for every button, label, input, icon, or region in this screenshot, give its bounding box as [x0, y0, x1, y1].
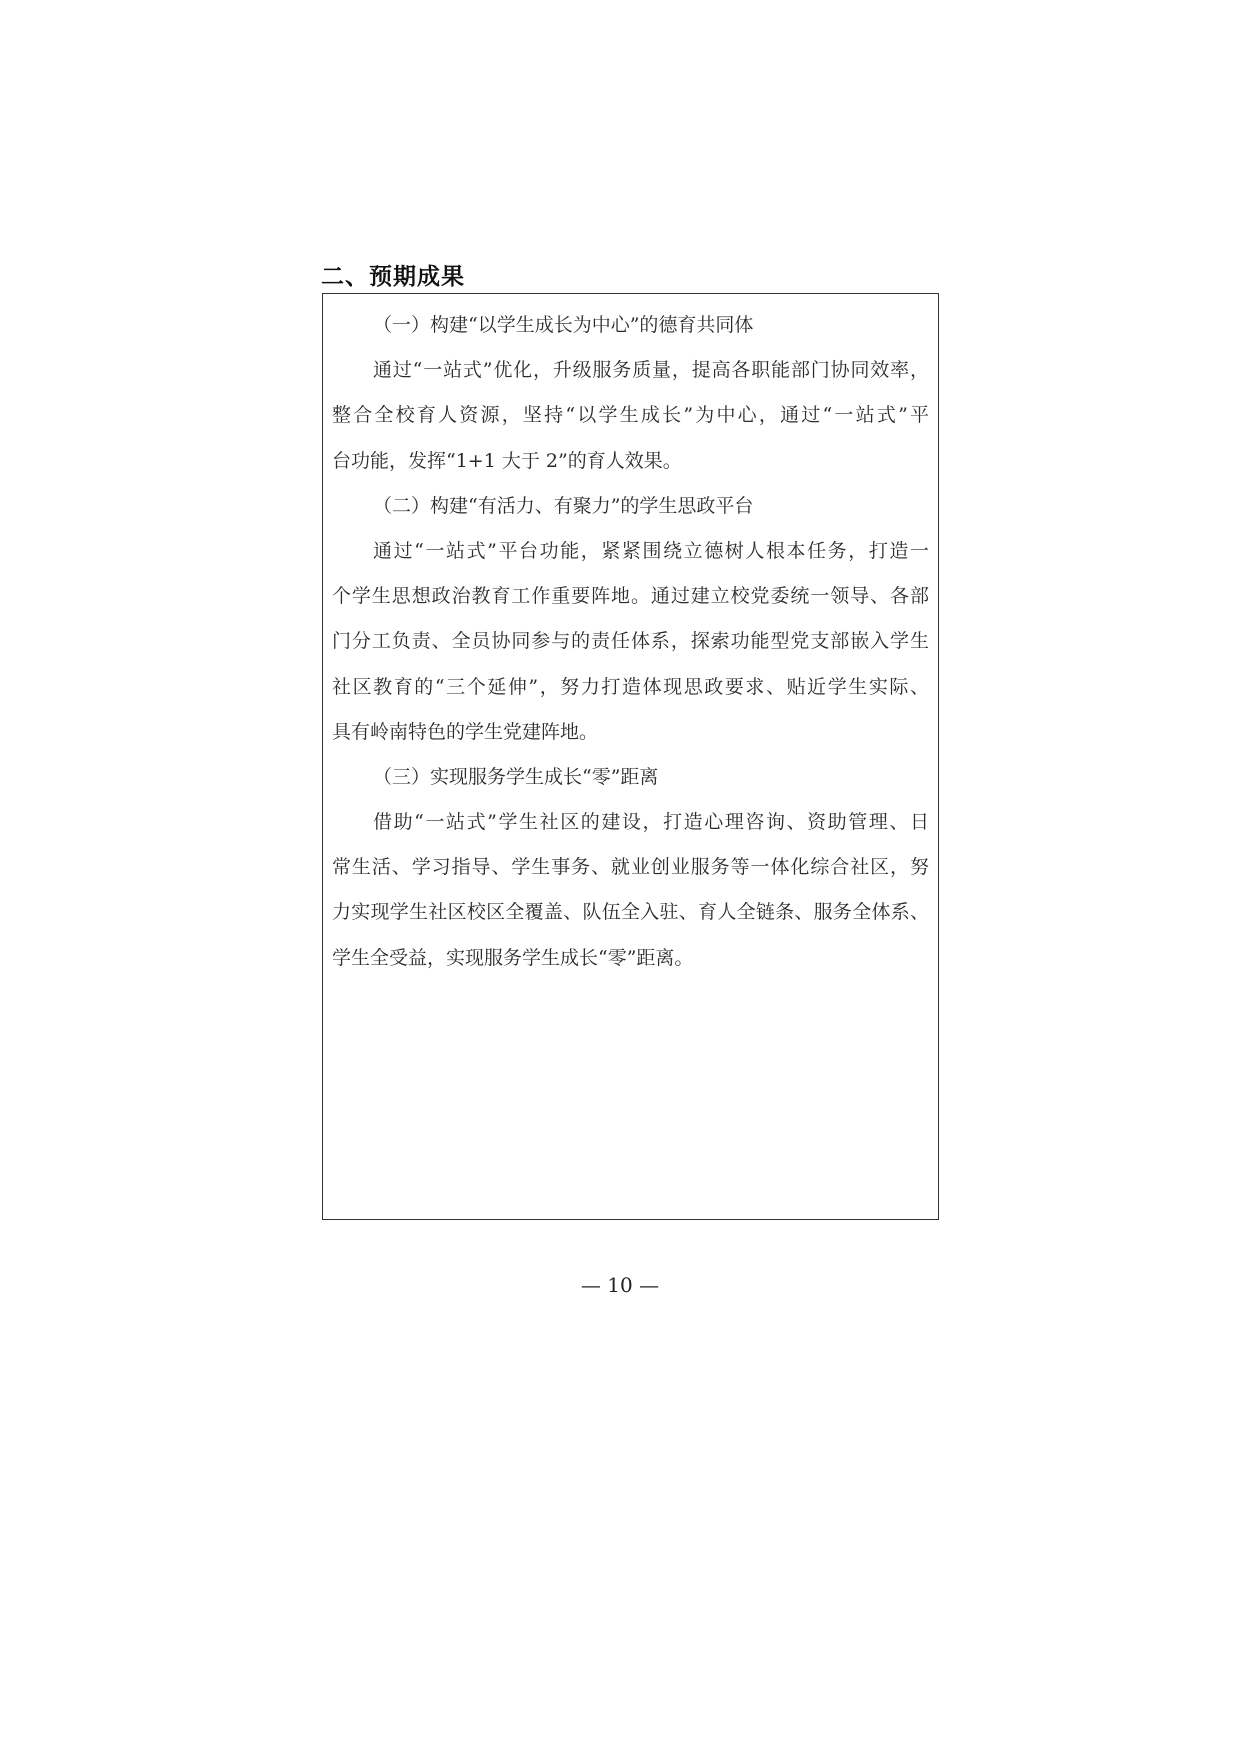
paragraph-line: 通过“一站式”优化，升级服务质量，提高各职能部门协同效率，: [373, 359, 929, 382]
section-heading: 二、预期成果: [321, 264, 465, 290]
paragraph-line: 借助“一站式”学生社区的建设，打造心理咨询、资助管理、日: [373, 811, 929, 834]
paragraph-line: 门分工负责、全员协同参与的责任体系，探索功能型党支部嵌入学生: [332, 630, 929, 653]
subheading-3: （三）实现服务学生成长“零”距离: [373, 765, 659, 788]
paragraph-line: 通过“一站式”平台功能，紧紧围绕立德树人根本任务，打造一: [373, 539, 929, 562]
content-box: [322, 293, 939, 1220]
subheading-1: （一）构建“以学生成长为中心”的德育共同体: [373, 314, 754, 336]
paragraph-line: 力实现学生社区校区全覆盖、队伍全入驻、育人全链条、服务全体系、: [332, 901, 929, 924]
paragraph-line: 整合全校育人资源，坚持“以学生成长”为中心，通过“一站式”平: [332, 404, 929, 427]
paragraph-line: 个学生思想政治教育工作重要阵地。通过建立校党委统一领导、各部: [332, 585, 929, 608]
content-body: [332, 303, 929, 981]
page-number: — 10 —: [580, 1273, 660, 1297]
subheading-2: （二）构建“有活力、有聚力”的学生思政平台: [373, 494, 754, 517]
paragraph-line: 社区教育的“三个延伸”，努力打造体现思政要求、贴近学生实际、: [332, 675, 929, 698]
paragraph-line: 具有岭南特色的学生党建阵地。: [332, 720, 599, 743]
paragraph-line: 学生全受益，实现服务学生成长“零”距离。: [332, 946, 694, 969]
paragraph-line: 常生活、学习指导、学生事务、就业创业服务等一体化综合社区，努: [332, 856, 929, 879]
paragraph-line: 台功能，发挥“1+1 大于 2”的育人效果。: [332, 449, 682, 472]
